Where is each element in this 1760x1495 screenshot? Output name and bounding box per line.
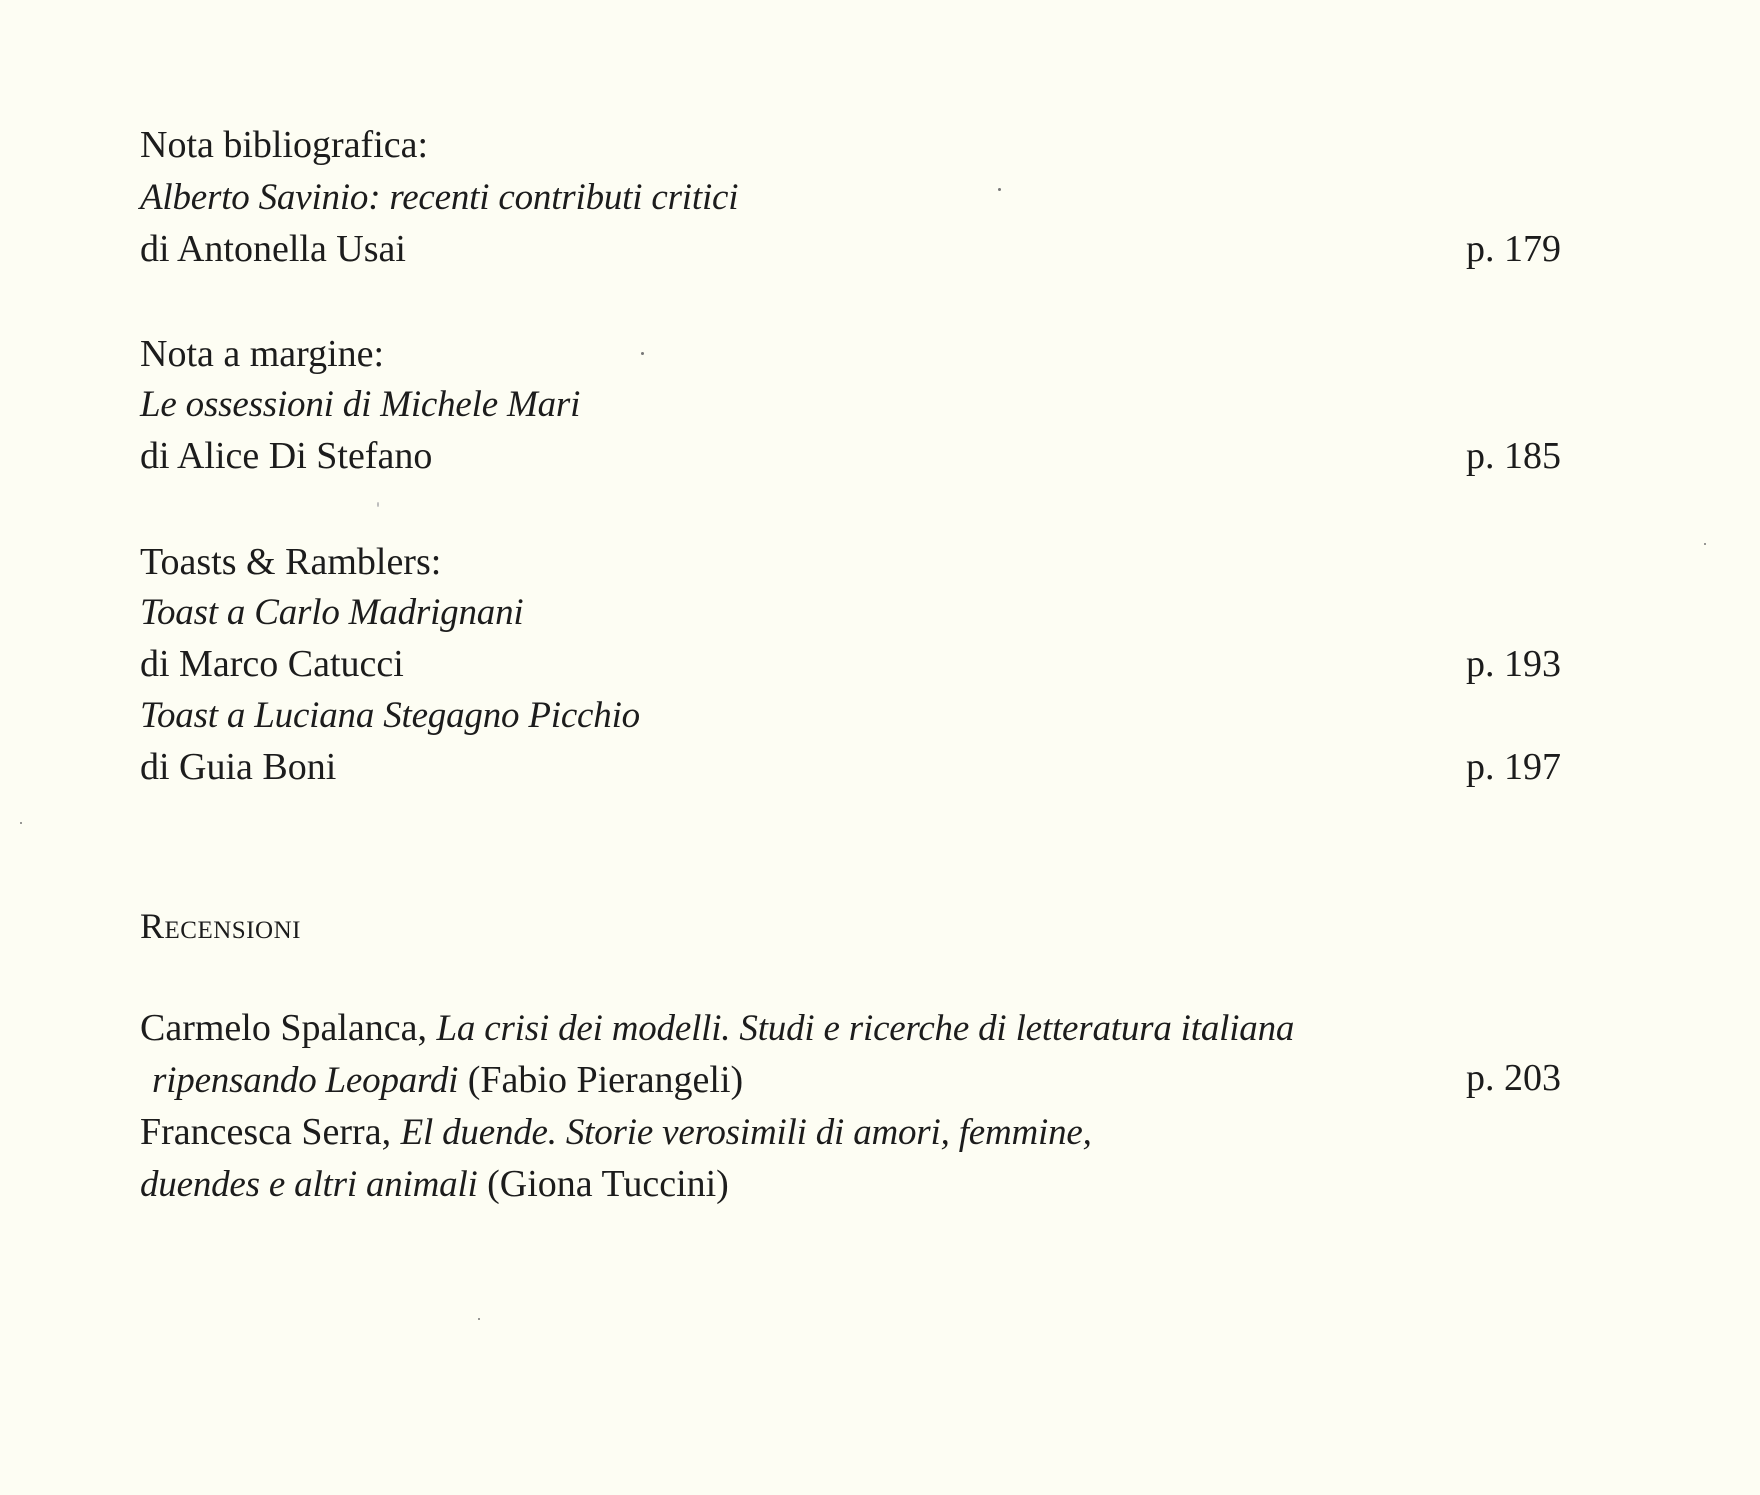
scan-speck (20, 822, 22, 824)
review-reviewer: (Giona Tuccini) (477, 1163, 729, 1205)
scan-speck (377, 502, 379, 507)
section-heading-nota-a-margine: Nota a margine: (140, 333, 385, 375)
review-item-line1 (140, 1110, 1092, 1155)
review-book-title-continued: ripensando Leopardi (152, 1060, 459, 1101)
section-heading-nota-bibliografica: Nota bibliografica: (140, 124, 429, 166)
review-reviewer: (Fabio Pierangeli) (458, 1059, 744, 1101)
entry-author: di Guia Boni (140, 746, 337, 788)
scan-speck (1704, 543, 1706, 545)
review-book-title: La crisi dei modelli. Studi e ricerche di letteratura italiana (436, 1008, 1295, 1049)
entry-page-number: p. 185 (1466, 435, 1561, 477)
review-item-line2 (152, 1058, 743, 1103)
review-item-line2 (140, 1162, 729, 1207)
entry-title: Le ossessioni di Michele Mari (140, 384, 581, 425)
entry-author: di Antonella Usai (140, 228, 406, 270)
entry-page-number: p. 179 (1466, 228, 1561, 270)
review-page-number: p. 203 (1466, 1057, 1561, 1099)
scan-speck (998, 188, 1001, 191)
review-book-title: El duende. Storie verosimili di amori, femmine, (400, 1112, 1092, 1153)
entry-author: di Marco Catucci (140, 643, 404, 685)
section-heading-toasts-ramblers: Toasts & Ramblers: (140, 541, 442, 583)
entry-page-number: p. 193 (1466, 643, 1561, 685)
reviews-heading: Recensioni (140, 906, 301, 946)
scan-speck (641, 352, 644, 355)
entry-title: Toast a Luciana Stegagno Picchio (140, 695, 640, 736)
review-author: Francesca Serra, (140, 1111, 401, 1153)
entry-title: Alberto Savinio: recenti contributi critici (140, 177, 739, 218)
review-item-line1 (140, 1006, 1294, 1051)
entry-page-number: p. 197 (1466, 746, 1561, 788)
entry-title: Toast a Carlo Madrignani (140, 592, 524, 633)
entry-author: di Alice Di Stefano (140, 435, 433, 477)
review-author: Carmelo Spalanca, (140, 1007, 437, 1049)
review-book-title-continued: duendes e altri animali (140, 1164, 478, 1205)
scan-speck (478, 1318, 480, 1320)
